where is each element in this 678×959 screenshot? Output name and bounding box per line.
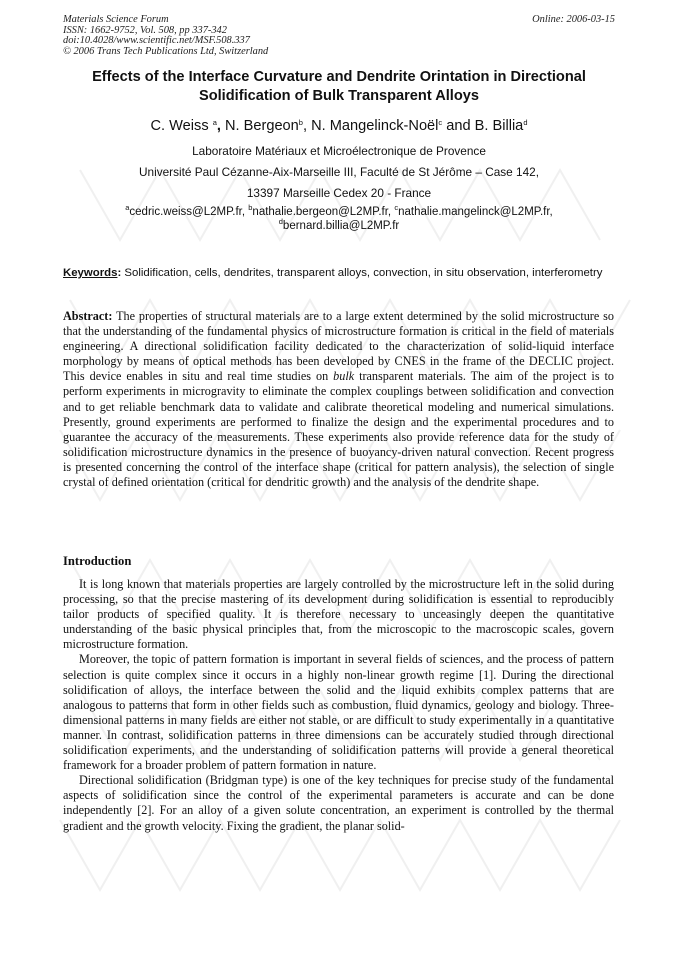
email-weiss-mark: a: [125, 203, 130, 212]
author-bergeon-mark: b: [298, 118, 303, 127]
journal-copyright: © 2006 Trans Tech Publications Ltd, Switzerland: [63, 45, 269, 57]
author-list: [60, 117, 618, 135]
email-bergeon: nathalie.bergeon@L2MP.fr,: [252, 206, 395, 218]
journal-issn: ISSN: 1662-9752, Vol. 508, pp 337-342: [63, 24, 227, 36]
email-weiss: cedric.weiss@L2MP.fr,: [129, 206, 249, 218]
author-billia: B. Billia: [474, 118, 524, 134]
abstract-emphasis: bulk: [333, 369, 355, 384]
email-billia: bernard.billia@L2MP.fr: [282, 220, 400, 232]
abstract-block: [63, 309, 614, 490]
journal-header: [63, 15, 268, 57]
email-mangelinck-mark: c: [394, 203, 399, 212]
abstract-label: Abstract:: [63, 309, 113, 323]
affiliation-line-3: 13397 Marseille Cedex 20 - France: [246, 186, 432, 200]
email-billia-mark: d: [278, 217, 283, 226]
affiliation: [60, 141, 618, 204]
abstract-text-2: transparent materials. The aim of the project is to perform experiments in microgravity to eliminate the complex couplings between solidification and convection and to get reliable benchmark data to validate and calibrate theoretical modeling and numerical simulations. Presently, ground experiments are performed to finalize the design and the experimental procedures and to guarantee the accuracy of the measurements. These experiments also provide reference data for the study of solidification microstructure dynamics in the presence of buoyancy-driven natural convection. Recent progress is presented concerning the control of the interface shape (critical for pattern analysis), the selection of single crystal of defined orientation (critical for dendritic growth) and the analysis of the dendrite shape.: [63, 369, 614, 490]
email-mangelinck: nathalie.mangelinck@L2MP.fr,: [398, 206, 553, 218]
title-line-2: Solidification of Bulk Transparent Alloys: [198, 88, 480, 104]
keywords-text: Solidification, cells, dendrites, transparent alloys, convection, in situ observation, interferometry: [124, 267, 603, 279]
author-billia-mark: d: [523, 118, 528, 127]
author-separator: ,: [216, 118, 225, 134]
intro-paragraph-2: Moreover, the topic of pattern formation is important in several fields of sciences, and the process of pattern selection is quite complex since it occurs in a highly non-linear growth regime [1]. During the directional solidification of alloys, the interface between the solid and the liquid exhibits complex patterns that are analogous to patterns that form in other fields such as combustion, fluid dynamics, geology and biology. Three-dimensional patterns in many fields are either not stable, or are difficult to study experimentally in a quantitative manner. In contrast, solidification patterns in three dimensions can be accurately studied through directional solidification experiments, and the understanding of solidification patterns will provide a general theoretical framework for a broader problem of pattern formation in nature.: [63, 652, 614, 773]
author-weiss: C. Weiss: [150, 118, 213, 134]
paper-title: [60, 68, 618, 106]
abstract-text-1: The properties of structural materials are to a large extent determined by the solid microstructure so that the understanding of the fundamental physics of microstructure formation is critical in the field of materials engineering. A directional solidification facility dedicated to the characterization of solid-liquid interface morphology by means of optical methods has been developed by CNES in the frame of the DECLIC project. This device enables in situ and real time studies on: [63, 309, 614, 384]
author-weiss-mark: a: [212, 118, 217, 127]
author-mangelinck: N. Mangelinck-Noël: [311, 118, 439, 134]
author-bergeon: N. Bergeon: [224, 118, 299, 134]
journal-doi: doi:10.4028/www.scientific.net/MSF.508.337: [63, 35, 250, 47]
affiliation-line-2: Université Paul Cézanne-Aix-Marseille III, Faculté de St Jérôme – Case 142,: [139, 165, 539, 179]
affiliation-line-1: Laboratoire Matériaux et Microélectronique de Provence: [192, 144, 486, 158]
title-line-1: Effects of the Interface Curvature and Dendrite Orintation in Directional: [92, 69, 586, 85]
introduction-body: [63, 577, 614, 834]
keywords-label: Keywords: [63, 267, 118, 279]
author-emails: [60, 205, 618, 233]
journal-name: Materials Science Forum: [63, 14, 169, 25]
email-bergeon-mark: b: [248, 203, 253, 212]
author-separator: and: [442, 118, 475, 134]
keywords-block: [63, 266, 614, 280]
online-date: Online: 2006-03-15: [532, 14, 615, 25]
author-separator: ,: [302, 118, 312, 134]
keywords-colon: :: [117, 267, 125, 279]
intro-paragraph-3: Directional solidification (Bridgman type) is one of the key techniques for precise study of the fundamental aspects of solidification since the control of the experimental parameters is accurate and can be done independently [2]. For an alloy of a given solute concentration, an experiment is controlled by the thermal gradient and the growth velocity. Fixing the gradient, the planar solid-: [63, 773, 614, 833]
intro-paragraph-1: It is long known that materials properties are largely controlled by the microstructure left in the solid during processing, so that the precise mastering of its development during solidification is essential to reproducibly tailor products of specified quality. It is therefore necessary to unceasingly deepen the quantitative understanding of the basic physical principles that, from the microscopic to the macroscopic scales, govern microstructure formation.: [63, 577, 614, 652]
section-heading-introduction: Introduction: [63, 554, 132, 568]
author-mangelinck-mark: c: [438, 118, 443, 127]
